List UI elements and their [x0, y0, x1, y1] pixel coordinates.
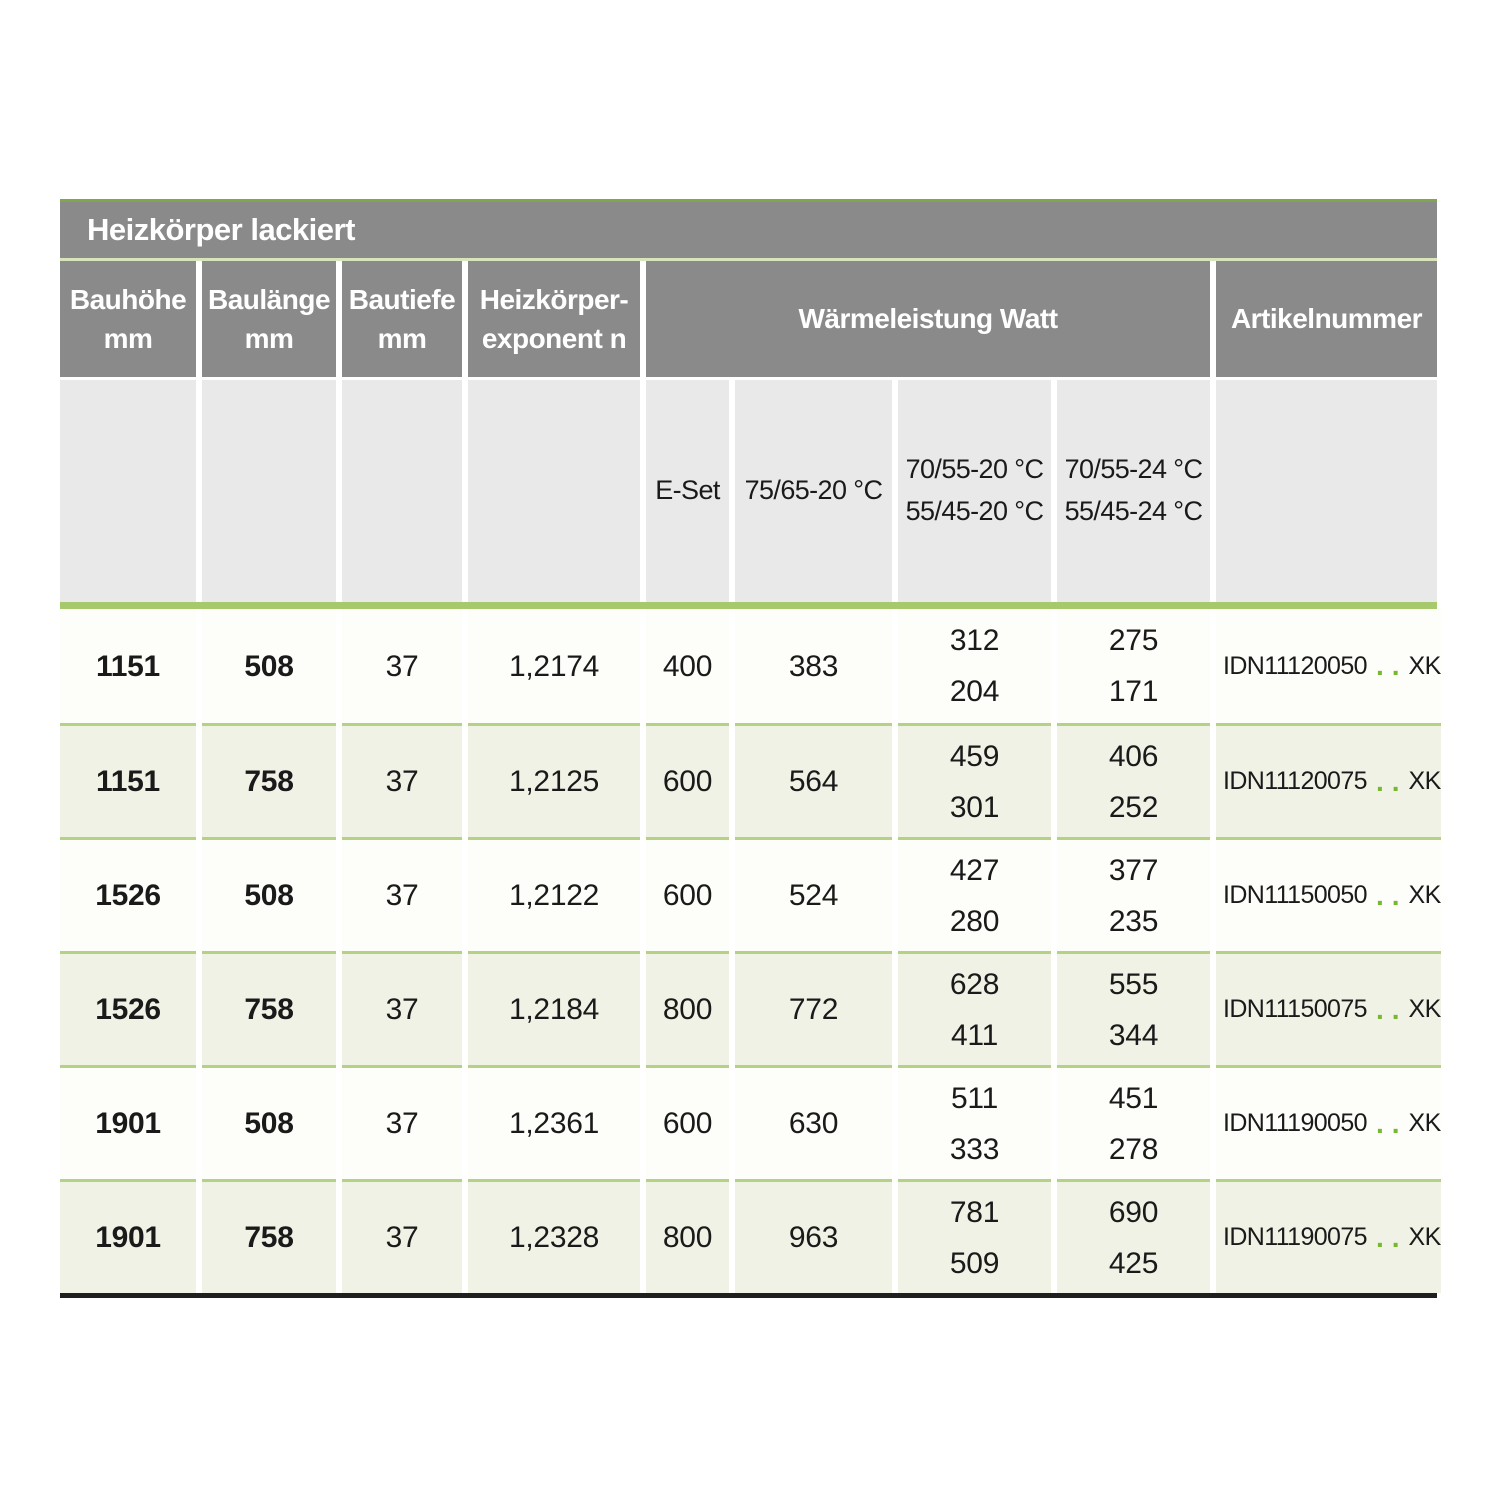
header-row	[60, 261, 1437, 377]
cell-artikelnummer: IDN11190050 .. XK	[1216, 1065, 1441, 1179]
cell-7565: 630	[735, 1065, 892, 1179]
cell-bauhoehe: 1526	[60, 837, 196, 951]
artikel-dots: ..	[1375, 650, 1408, 682]
cell-eset: 800	[646, 951, 729, 1065]
cell-7055-24: 406 252	[1057, 723, 1210, 837]
cell-artikelnummer: IDN11120075 .. XK	[1216, 723, 1441, 837]
table-row	[60, 1065, 1441, 1179]
artikel-dots: ..	[1375, 879, 1408, 911]
subheader-cell-empty	[342, 380, 462, 602]
cell-7055-20: 628 411	[898, 951, 1051, 1065]
subheader-cell-7055-20: 70/55-20 °C 55/45-20 °C	[898, 380, 1051, 602]
cell-7055-24: 275 171	[1057, 609, 1210, 723]
cell-eset: 600	[646, 723, 729, 837]
cell-7055-24: 690 425	[1057, 1179, 1210, 1293]
cell-exponent: 1,2184	[468, 951, 640, 1065]
cell-7055-24: 377 235	[1057, 837, 1210, 951]
subheader-cell-empty	[60, 380, 196, 602]
subheader-cell-empty	[202, 380, 336, 602]
cell-7055-20: 312 204	[898, 609, 1051, 723]
table-title	[60, 199, 1437, 261]
bottom-rule	[60, 1293, 1437, 1298]
cell-exponent: 1,2174	[468, 609, 640, 723]
table-title-label: Heizkörper lackiert	[87, 212, 355, 247]
subheader-cell-empty	[1216, 380, 1437, 602]
cell-bauhoehe: 1526	[60, 951, 196, 1065]
subheader-cell-empty	[468, 380, 640, 602]
artikel-dots: ..	[1375, 1221, 1408, 1253]
artikel-dots: ..	[1375, 765, 1408, 797]
header-cell-bauhoehe: Bauhöhe mm	[60, 261, 196, 377]
cell-7565: 963	[735, 1179, 892, 1293]
cell-7565: 524	[735, 837, 892, 951]
cell-7055-20: 427 280	[898, 837, 1051, 951]
subheader-cell-7565: 75/65-20 °C	[735, 380, 892, 602]
cell-exponent: 1,2361	[468, 1065, 640, 1179]
green-divider-band	[60, 602, 1437, 609]
cell-artikelnummer: IDN11150050 .. XK	[1216, 837, 1441, 951]
cell-bauhoehe: 1901	[60, 1179, 196, 1293]
cell-baulaenge: 508	[202, 609, 336, 723]
subheader-cell-eset: E-Set	[646, 380, 729, 602]
header-cell-artikelnummer: Artikelnummer	[1216, 261, 1437, 377]
cell-bautiefe: 37	[342, 837, 462, 951]
cell-7565: 383	[735, 609, 892, 723]
cell-baulaenge: 758	[202, 1179, 336, 1293]
header-cell-baulaenge: Baulänge mm	[202, 261, 336, 377]
artikel-dots: ..	[1375, 993, 1408, 1025]
cell-exponent: 1,2122	[468, 837, 640, 951]
table-row	[60, 609, 1441, 723]
cell-baulaenge: 508	[202, 837, 336, 951]
table-row	[60, 1179, 1441, 1293]
artikel-dots: ..	[1375, 1107, 1408, 1139]
cell-bautiefe: 37	[342, 723, 462, 837]
cell-bautiefe: 37	[342, 1179, 462, 1293]
cell-artikelnummer: IDN11150075 .. XK	[1216, 951, 1441, 1065]
cell-bauhoehe: 1901	[60, 1065, 196, 1179]
header-cell-exponent: Heizkörper- exponent n	[468, 261, 640, 377]
cell-eset: 400	[646, 609, 729, 723]
cell-baulaenge: 508	[202, 1065, 336, 1179]
cell-bauhoehe: 1151	[60, 609, 196, 723]
cell-7055-24: 451 278	[1057, 1065, 1210, 1179]
cell-7055-20: 781 509	[898, 1179, 1051, 1293]
spec-table	[60, 199, 1441, 1298]
subheader-cell-7055-24: 70/55-24 °C 55/45-24 °C	[1057, 380, 1210, 602]
cell-eset: 600	[646, 837, 729, 951]
cell-exponent: 1,2125	[468, 723, 640, 837]
cell-baulaenge: 758	[202, 723, 336, 837]
cell-artikelnummer: IDN11120050 .. XK	[1216, 609, 1441, 723]
cell-7565: 564	[735, 723, 892, 837]
cell-bautiefe: 37	[342, 609, 462, 723]
subheader-row	[60, 380, 1437, 602]
cell-7565: 772	[735, 951, 892, 1065]
cell-bautiefe: 37	[342, 1065, 462, 1179]
table-row	[60, 837, 1441, 951]
header-cell-bautiefe: Bautiefe mm	[342, 261, 462, 377]
cell-7055-24: 555 344	[1057, 951, 1210, 1065]
cell-eset: 800	[646, 1179, 729, 1293]
header-cell-waermeleistung: Wärmeleistung Watt	[646, 261, 1210, 377]
cell-7055-20: 511 333	[898, 1065, 1051, 1179]
cell-eset: 600	[646, 1065, 729, 1179]
cell-baulaenge: 758	[202, 951, 336, 1065]
cell-7055-20: 459 301	[898, 723, 1051, 837]
cell-bautiefe: 37	[342, 951, 462, 1065]
cell-bauhoehe: 1151	[60, 723, 196, 837]
table-row	[60, 951, 1441, 1065]
cell-exponent: 1,2328	[468, 1179, 640, 1293]
cell-artikelnummer: IDN11190075 .. XK	[1216, 1179, 1441, 1293]
table-row	[60, 723, 1441, 837]
